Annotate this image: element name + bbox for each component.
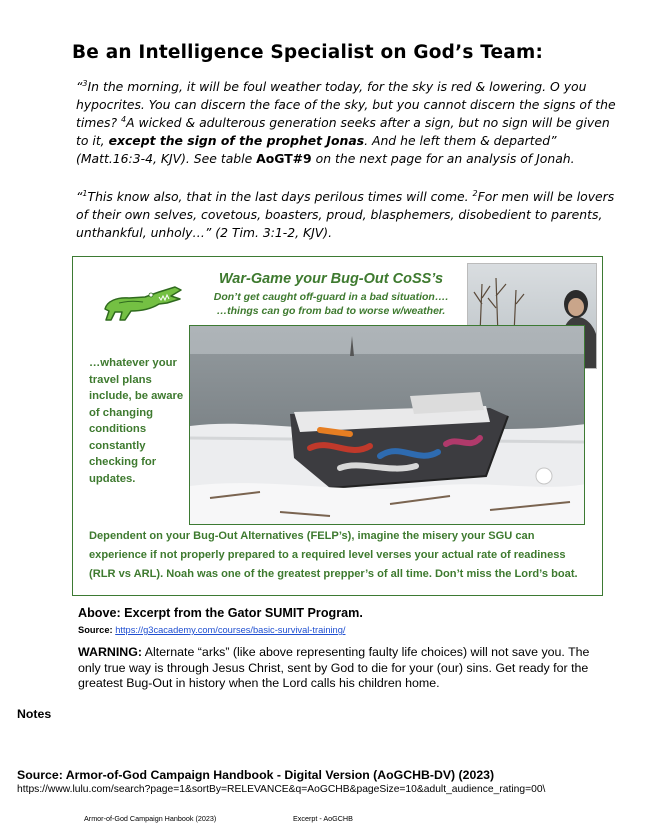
source-link[interactable]: https://g3cacademy.com/courses/basic-survival-training/ <box>115 625 346 635</box>
panel-subheading <box>201 290 461 318</box>
source-label: Source: <box>78 625 116 635</box>
verse-number: 4 <box>120 114 127 124</box>
scripture-quote-timothy <box>76 188 616 242</box>
panel-side-note: …whatever your travel plans include, be aware of changing conditions constantly checking for updates. <box>89 357 184 485</box>
handbook-source: Source: Armor-of-God Campaign Handbook - Digital Version (AoGCHB-DV) (2023) <box>17 768 495 782</box>
bug-out-panel <box>72 256 603 596</box>
verse-number: 3 <box>82 78 88 88</box>
excerpt-caption <box>78 606 363 620</box>
caption-text: Program. <box>304 606 363 620</box>
verse-number: 1 <box>82 188 88 198</box>
panel-heading: War-Game your Bug-Out CoSS’s <box>218 271 444 287</box>
program-name: SUMIT <box>264 606 305 620</box>
quote-text: A wicked & adulterous generation seeks after a sign, but no sign will be given to it, <box>76 115 610 148</box>
quote-text: This know also, that in the last days perilous times will come. <box>87 189 473 204</box>
warning-label: WARNING: <box>78 645 143 659</box>
warning-text: Alternate “arks” (like above representing faulty life choices) will not save you. The only true way is through Jesus Christ, sent by God to die for your (our) sins. Get ready for the greatest Bug-Out in history when the Lord calls his children home. <box>78 645 590 690</box>
quote-text: For men will be lovers of their own selves, covetous, boasters, proud, blasphemers, disobedient to parents, unthankful, unholy…” (2 Tim. 3:1-2, KJV). <box>76 189 615 240</box>
quote-emphasis: except the sign of the prophet Jonas <box>108 133 365 148</box>
quote-open-mark: “ <box>76 189 83 204</box>
notes-heading: Notes <box>17 707 52 721</box>
panel-caption: Dependent on your Bug-Out Alternatives (FELP’s), imagine the misery your SGU can experience if not properly prepared to a required level verses your actual rate of readiness (RLR vs ARL). Noah was one of the greatest prepper’s of all time. Don’t miss the Lord’s boat. <box>89 530 578 580</box>
stranded-boat-photo <box>189 325 585 525</box>
quote-text: on the next page for an analysis of Jonah. <box>311 151 575 166</box>
gator-icon <box>101 283 183 325</box>
quote-open-mark: “ <box>76 79 83 94</box>
caption-text: Above: Excerpt from the Gator <box>78 606 265 620</box>
footer-left: Armor-of-God Campaign Hanbook (2023) <box>84 814 217 823</box>
panel-subheading-line: …things can go from bad to worse w/weather. <box>216 305 446 317</box>
table-reference: AoGT#9 <box>256 151 312 166</box>
panel-subheading-line: Don’t get caught off-guard in a bad situation…. <box>213 291 449 303</box>
quote-text: In the morning, it will be foul weather today, for the sky is red & lowering. O you hypocrites. You can discern the face of the sky, but you cannot discern the signs of the times? <box>76 79 616 130</box>
verse-number: 2 <box>472 188 478 198</box>
warning-paragraph <box>78 645 608 692</box>
source-line <box>78 625 345 635</box>
scripture-quote-matthew <box>76 78 616 168</box>
stranded-boat-illustration <box>190 326 585 525</box>
page-title: Be an Intelligence Specialist on God’s Team: <box>72 42 544 63</box>
quote-text: . And he left them & departed” (Matt.16:3-4, KJV). See table <box>76 133 557 166</box>
handbook-url[interactable]: https://www.lulu.com/search?page=1&sortBy=RELEVANCE&q=AoGCHB&pageSize=10&adult_audience_rating=00\ <box>17 784 546 795</box>
footer-right: Excerpt - AoGCHB <box>293 814 353 823</box>
